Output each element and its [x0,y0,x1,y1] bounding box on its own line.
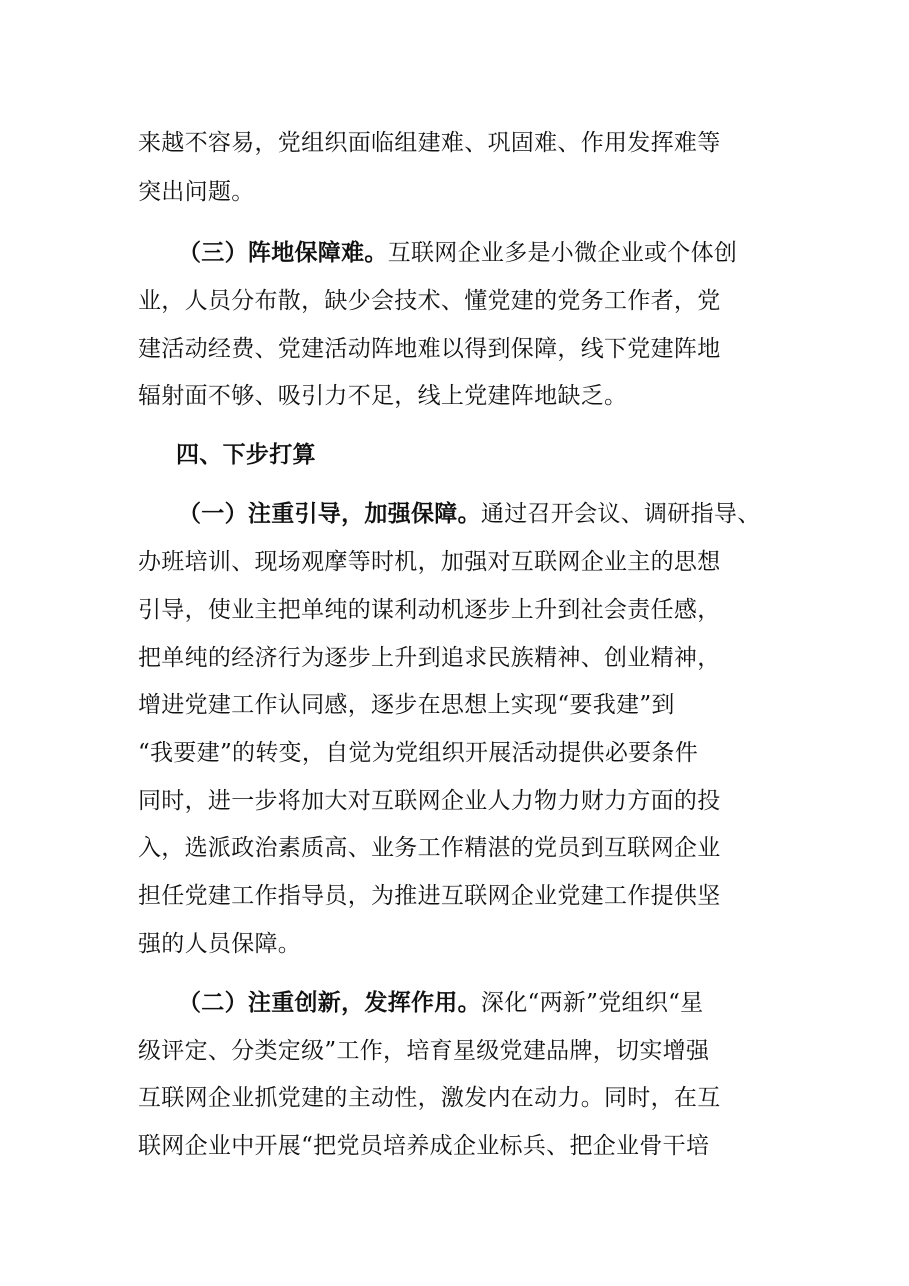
paragraph-4-line-3: 互联网企业抓党建的主动性，激发内在动力。同时，在互 [138,1085,721,1111]
paragraph-4-lead: （二）注重创新，发挥作用。 [178,989,481,1016]
paragraph-1-line-1: 来越不容易，党组织面临组建难、巩固难、作用发挥难等 [138,130,721,156]
paragraph-2-line-1-rest: 互联网企业多是小微企业或个体创 [387,240,738,266]
paragraph-3-line-10: 强的人员保障。 [138,931,302,957]
paragraph-2-line-4: 辐射面不够、吸引力不足，线上党建阵地缺乏。 [138,383,628,409]
paragraph-3-line-5: 增进党建工作认同感，逐步在思想上实现“要我建”到 [138,692,675,718]
paragraph-2-line-1 [178,238,788,268]
paragraph-3-line-1 [178,499,788,529]
paragraph-4-line-1 [178,988,788,1018]
paragraph-2-line-2: 业，人员分布散，缺少会技术、懂党建的党务工作者，党 [138,288,721,314]
paragraph-3-line-8: 入，选派政治素质高、业务工作精湛的党员到互联网企业 [138,835,721,861]
paragraph-3-line-9: 担任党建工作指导员，为推进互联网企业党建工作提供坚 [138,883,721,909]
paragraph-3-line-4: 把单纯的经济行为逐步上升到追求民族精神、创业精神， [138,645,721,671]
paragraph-3-line-2: 办班培训、现场观摩等时机，加强对互联网企业主的思想 [138,549,721,575]
paragraph-4-line-2: 级评定、分类定级”工作，培育星级党建品牌，切实增强 [138,1038,710,1064]
paragraph-3-line-1-rest: 通过召开会议、调研指导、 [480,501,761,527]
paragraph-3-line-3: 引导，使业主把单纯的谋利动机逐步上升到社会责任感， [138,597,721,623]
section-heading: 四、下步打算 [176,442,316,468]
paragraph-4-line-4: 联网企业中开展“把党员培养成企业标兵、把企业骨干培 [138,1133,710,1159]
paragraph-4-line-1-rest: 深化“两新”党组织“星 [480,990,704,1016]
paragraph-3-lead: （一）注重引导，加强保障。 [178,500,481,527]
paragraph-3-line-7: 同时，进一步将加大对互联网企业人力物力财力方面的投 [138,788,721,814]
paragraph-3-line-6: “我要建”的转变，自觉为党组织开展活动提供必要条件 [138,740,699,766]
paragraph-1-line-2: 突出问题。 [138,179,255,205]
paragraph-2-line-3: 建活动经费、党建活动阵地难以得到保障，线下党建阵地 [138,336,721,362]
paragraph-2-lead: （三）阵地保障难。 [178,239,388,266]
